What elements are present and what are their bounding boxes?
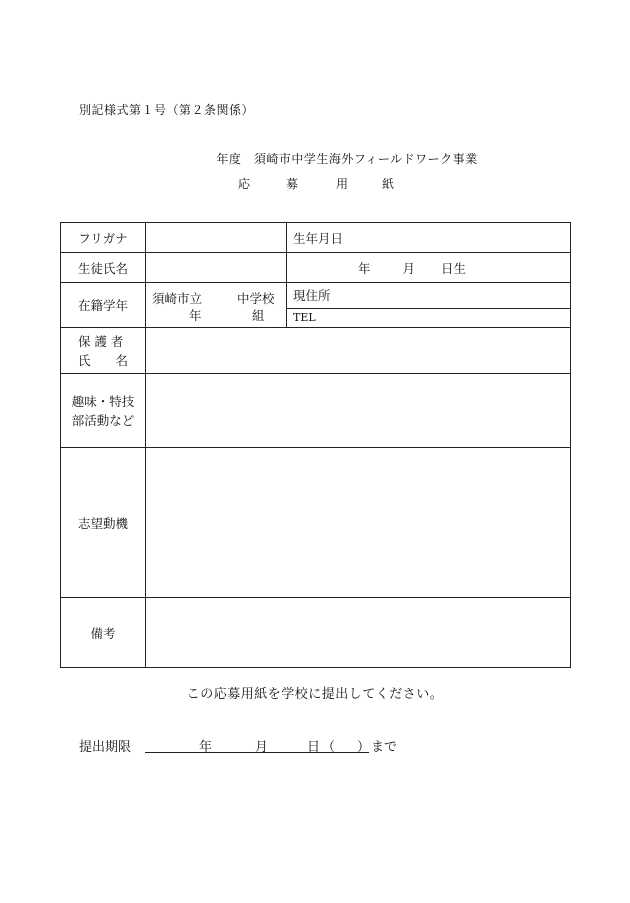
tel-field[interactable] [287,308,570,327]
motivation-field[interactable] [146,448,571,598]
dob-day: 日生 [440,260,466,276]
remarks-field[interactable] [146,598,571,668]
guardian-label-line2: 氏 名 [77,352,128,368]
grade-year: 年 [189,307,202,323]
deadline-day: 日 [307,740,321,755]
submission-notice: この応募用紙を学校に提出してください。 [186,687,444,702]
motivation-label: 志望動機 [61,448,146,598]
dob-label: 生年月日 [287,223,571,253]
hobby-label [61,374,146,448]
subtitle-char: 募 [286,177,299,191]
deadline-paren-close: ） [357,740,371,755]
grade-label: 在籍学年 [61,283,146,328]
student-name-label: 生徒氏名 [61,253,146,283]
document-title: 年度 須崎市中学生海外フィールドワーク事業 [216,152,478,166]
grade-class: 組 [252,307,265,323]
deadline-year: 年 [199,740,213,755]
remarks-label: 備考 [61,598,146,668]
hobby-label-line1: 趣味・特技 [71,393,135,409]
guardian-label [61,328,146,374]
subtitle-char: 用 [336,177,349,191]
tel-label: TEL [293,311,316,324]
dob-field[interactable] [287,253,571,283]
deadline-paren-open: （ [322,740,336,755]
guardian-label-line1: 保 護 者 [77,333,124,349]
guardian-name-field[interactable] [146,328,571,374]
furigana-label: フリガナ [61,223,146,253]
furigana-field[interactable] [146,223,287,253]
hobby-label-line2: 部活動など [71,412,135,428]
school-suffix: 中学校 [237,290,275,306]
dob-month: 月 [402,260,415,276]
deadline-month: 月 [255,740,269,755]
address-cell [287,283,571,328]
hobby-field[interactable] [146,374,571,448]
form-reference: 別記様式第１号（第２条関係） [79,103,255,117]
student-name-field[interactable] [146,253,287,283]
deadline-suffix: まで [371,740,398,755]
address-field[interactable] [287,283,570,308]
school-grade-field[interactable] [146,283,287,328]
address-label: 現住所 [293,288,331,303]
school-prefix: 須崎市立 [152,290,203,306]
deadline-label: 提出期限 [79,740,132,755]
subtitle-char: 応 [238,177,251,191]
dob-year: 年 [357,260,371,276]
subtitle-char: 紙 [382,177,395,191]
application-form-table [60,222,571,668]
